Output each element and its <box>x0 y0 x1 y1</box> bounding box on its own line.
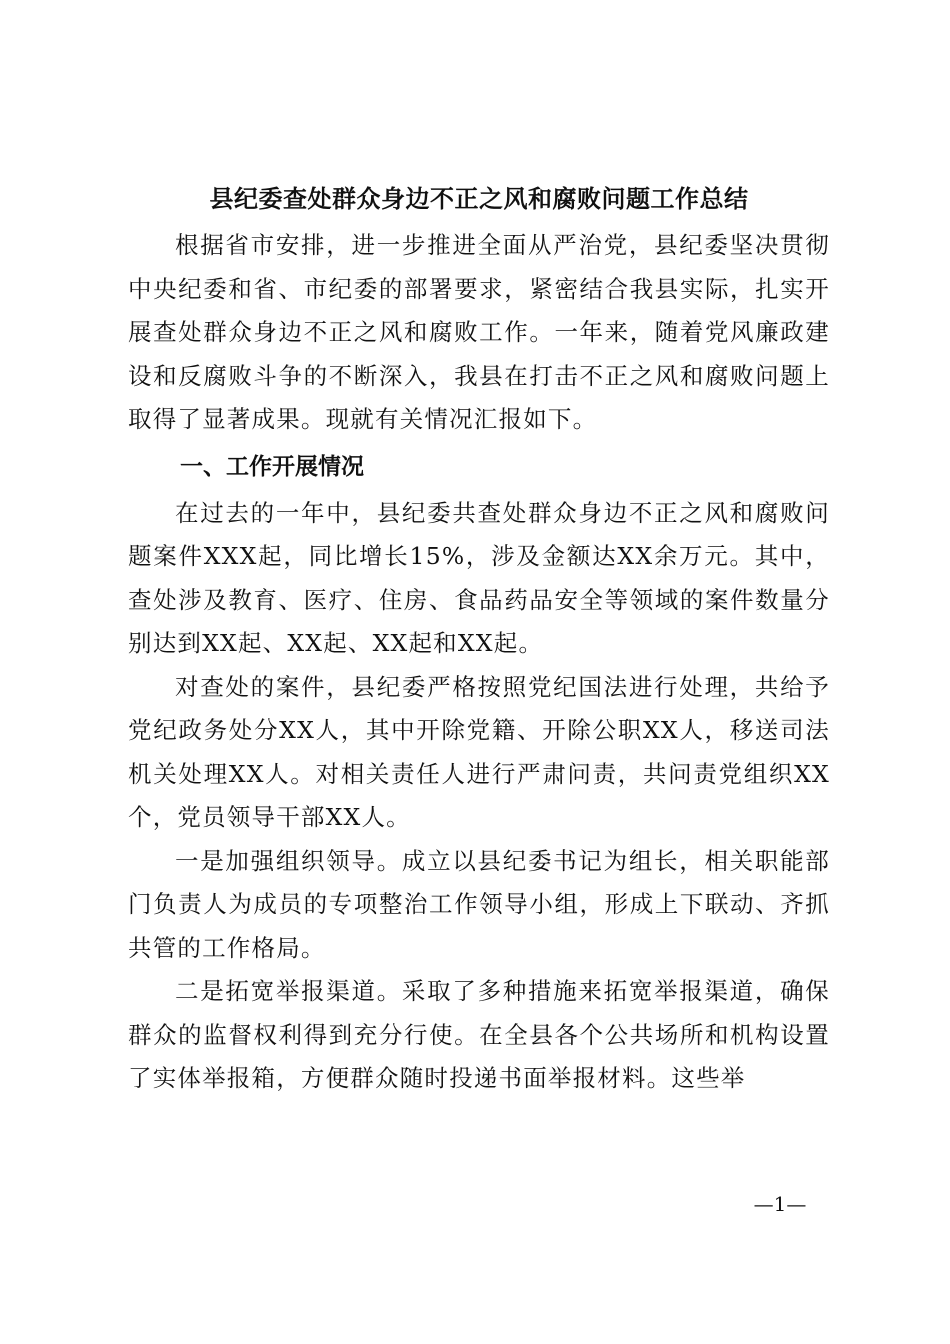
case-statistics-paragraph: 在过去的一年中，县纪委共查处群众身边不正之风和腐败问题案件XXX起，同比增长15%，涉及金额达XX余万元。其中，查处涉及教育、医疗、住房、食品药品安全等领域的案件数量分别达到XX起、XX起、XX起和XX起。 <box>128 498 830 657</box>
organization-leadership-paragraph: 一是加强组织领导。成立以县纪委书记为组长，相关职能部门负责人为成员的专项整治工作领导小组，形成上下联动、齐抓共管的工作格局。 <box>128 846 830 962</box>
reporting-channels-paragraph: 二是拓宽举报渠道。采取了多种措施来拓宽举报渠道，确保群众的监督权利得到充分行使。在全县各个公共场所和机构设置了实体举报箱，方便群众随时投递书面举报材料。这些举 <box>128 977 830 1092</box>
page-number: —1— <box>753 1192 807 1216</box>
intro-paragraph: 根据省市安排，进一步推进全面从严治党，县纪委坚决贯彻中央纪委和省、市纪委的部署要求，紧密结合我县实际，扎实开展查处群众身边不正之风和腐败工作。一年来，随着党风廉政建设和反腐败斗争的不断深入，我县在打击不正之风和腐败问题上取得了显著成果。现就有关情况汇报如下。 <box>128 231 830 433</box>
document-title: 县纪委查处群众身边不正之风和腐败问题工作总结 <box>209 184 749 213</box>
document-body <box>128 178 830 1101</box>
case-handling-paragraph: 对查处的案件，县纪委严格按照党纪国法进行处理，共给予党纪政务处分XX人，其中开除党籍、开除公职XX人，移送司法机关处理XX人。对相关责任人进行严肃问责，共问责党组织XX个，党员领导干部XX人。 <box>128 672 830 831</box>
section-heading: 一、工作开展情况 <box>180 453 364 480</box>
